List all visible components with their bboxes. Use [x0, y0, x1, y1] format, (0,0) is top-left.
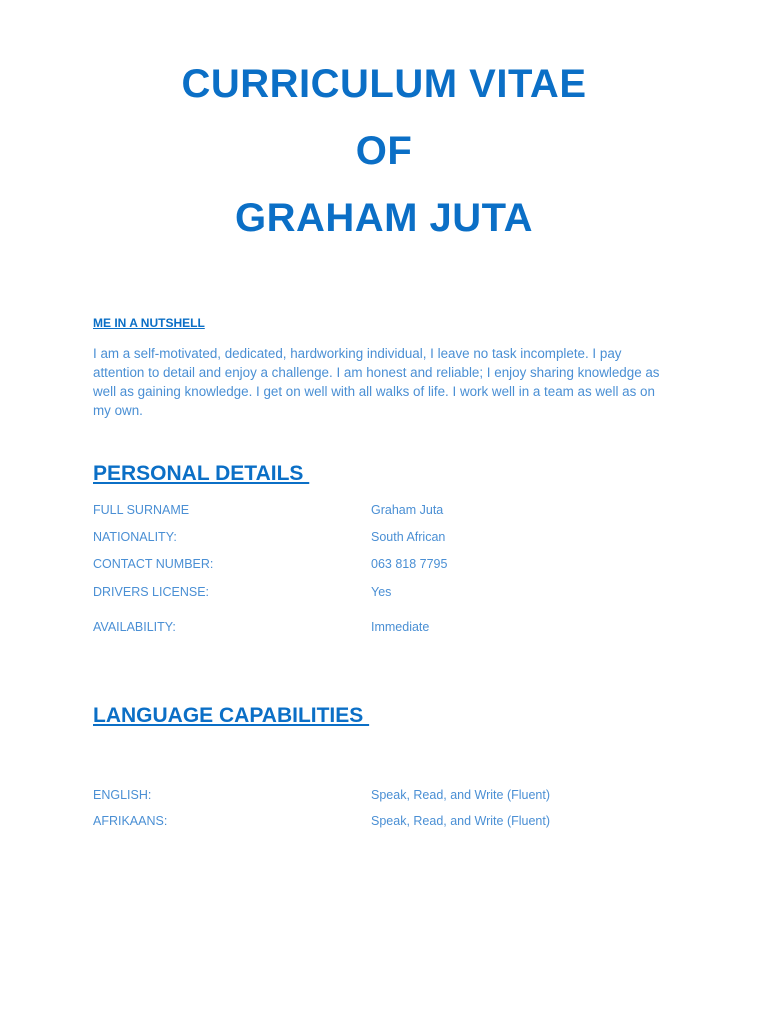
afrikaans-value: Speak, Read, and Write (Fluent) [371, 814, 551, 828]
contact-number-label: CONTACT NUMBER: [93, 557, 214, 571]
nutshell-text: I am a self-motivated, dedicated, hardworking individual, I leave no task incomplete. I pay attention to detail and enjoy a challenge. I am honest and reliable; I enjoy sharing knowledge as well as gaining knowledge. I get on well with all walks of life. I work well in a team as well as on my own. [93, 346, 660, 418]
english-value: Speak, Read, and Write (Fluent) [371, 788, 551, 802]
cv-title-name: GRAHAM JUTA [234, 196, 534, 240]
language-capabilities-heading: LANGUAGE CAPABILITIES [93, 704, 370, 727]
personal-details-heading: PERSONAL DETAILS [93, 462, 310, 485]
afrikaans-label: AFRIKAANS: [93, 814, 168, 828]
availability-value: Immediate [371, 620, 430, 634]
nationality-value: South African [371, 530, 446, 544]
cv-title-line-2: OF [355, 129, 413, 173]
nationality-label: NATIONALITY: [93, 530, 177, 544]
english-label: ENGLISH: [93, 788, 152, 802]
full-surname-value: Graham Juta [371, 503, 444, 517]
nutshell-heading: ME IN A NUTSHELL [93, 316, 205, 330]
availability-label: AVAILABILITY: [93, 620, 176, 634]
full-surname-label: FULL SURNAME [93, 503, 190, 517]
drivers-license-value: Yes [371, 585, 392, 599]
drivers-license-label: DRIVERS LICENSE: [93, 585, 210, 599]
contact-number-value: 063 818 7795 [371, 557, 448, 571]
cv-title-line-1: CURRICULUM VITAE [181, 62, 587, 106]
